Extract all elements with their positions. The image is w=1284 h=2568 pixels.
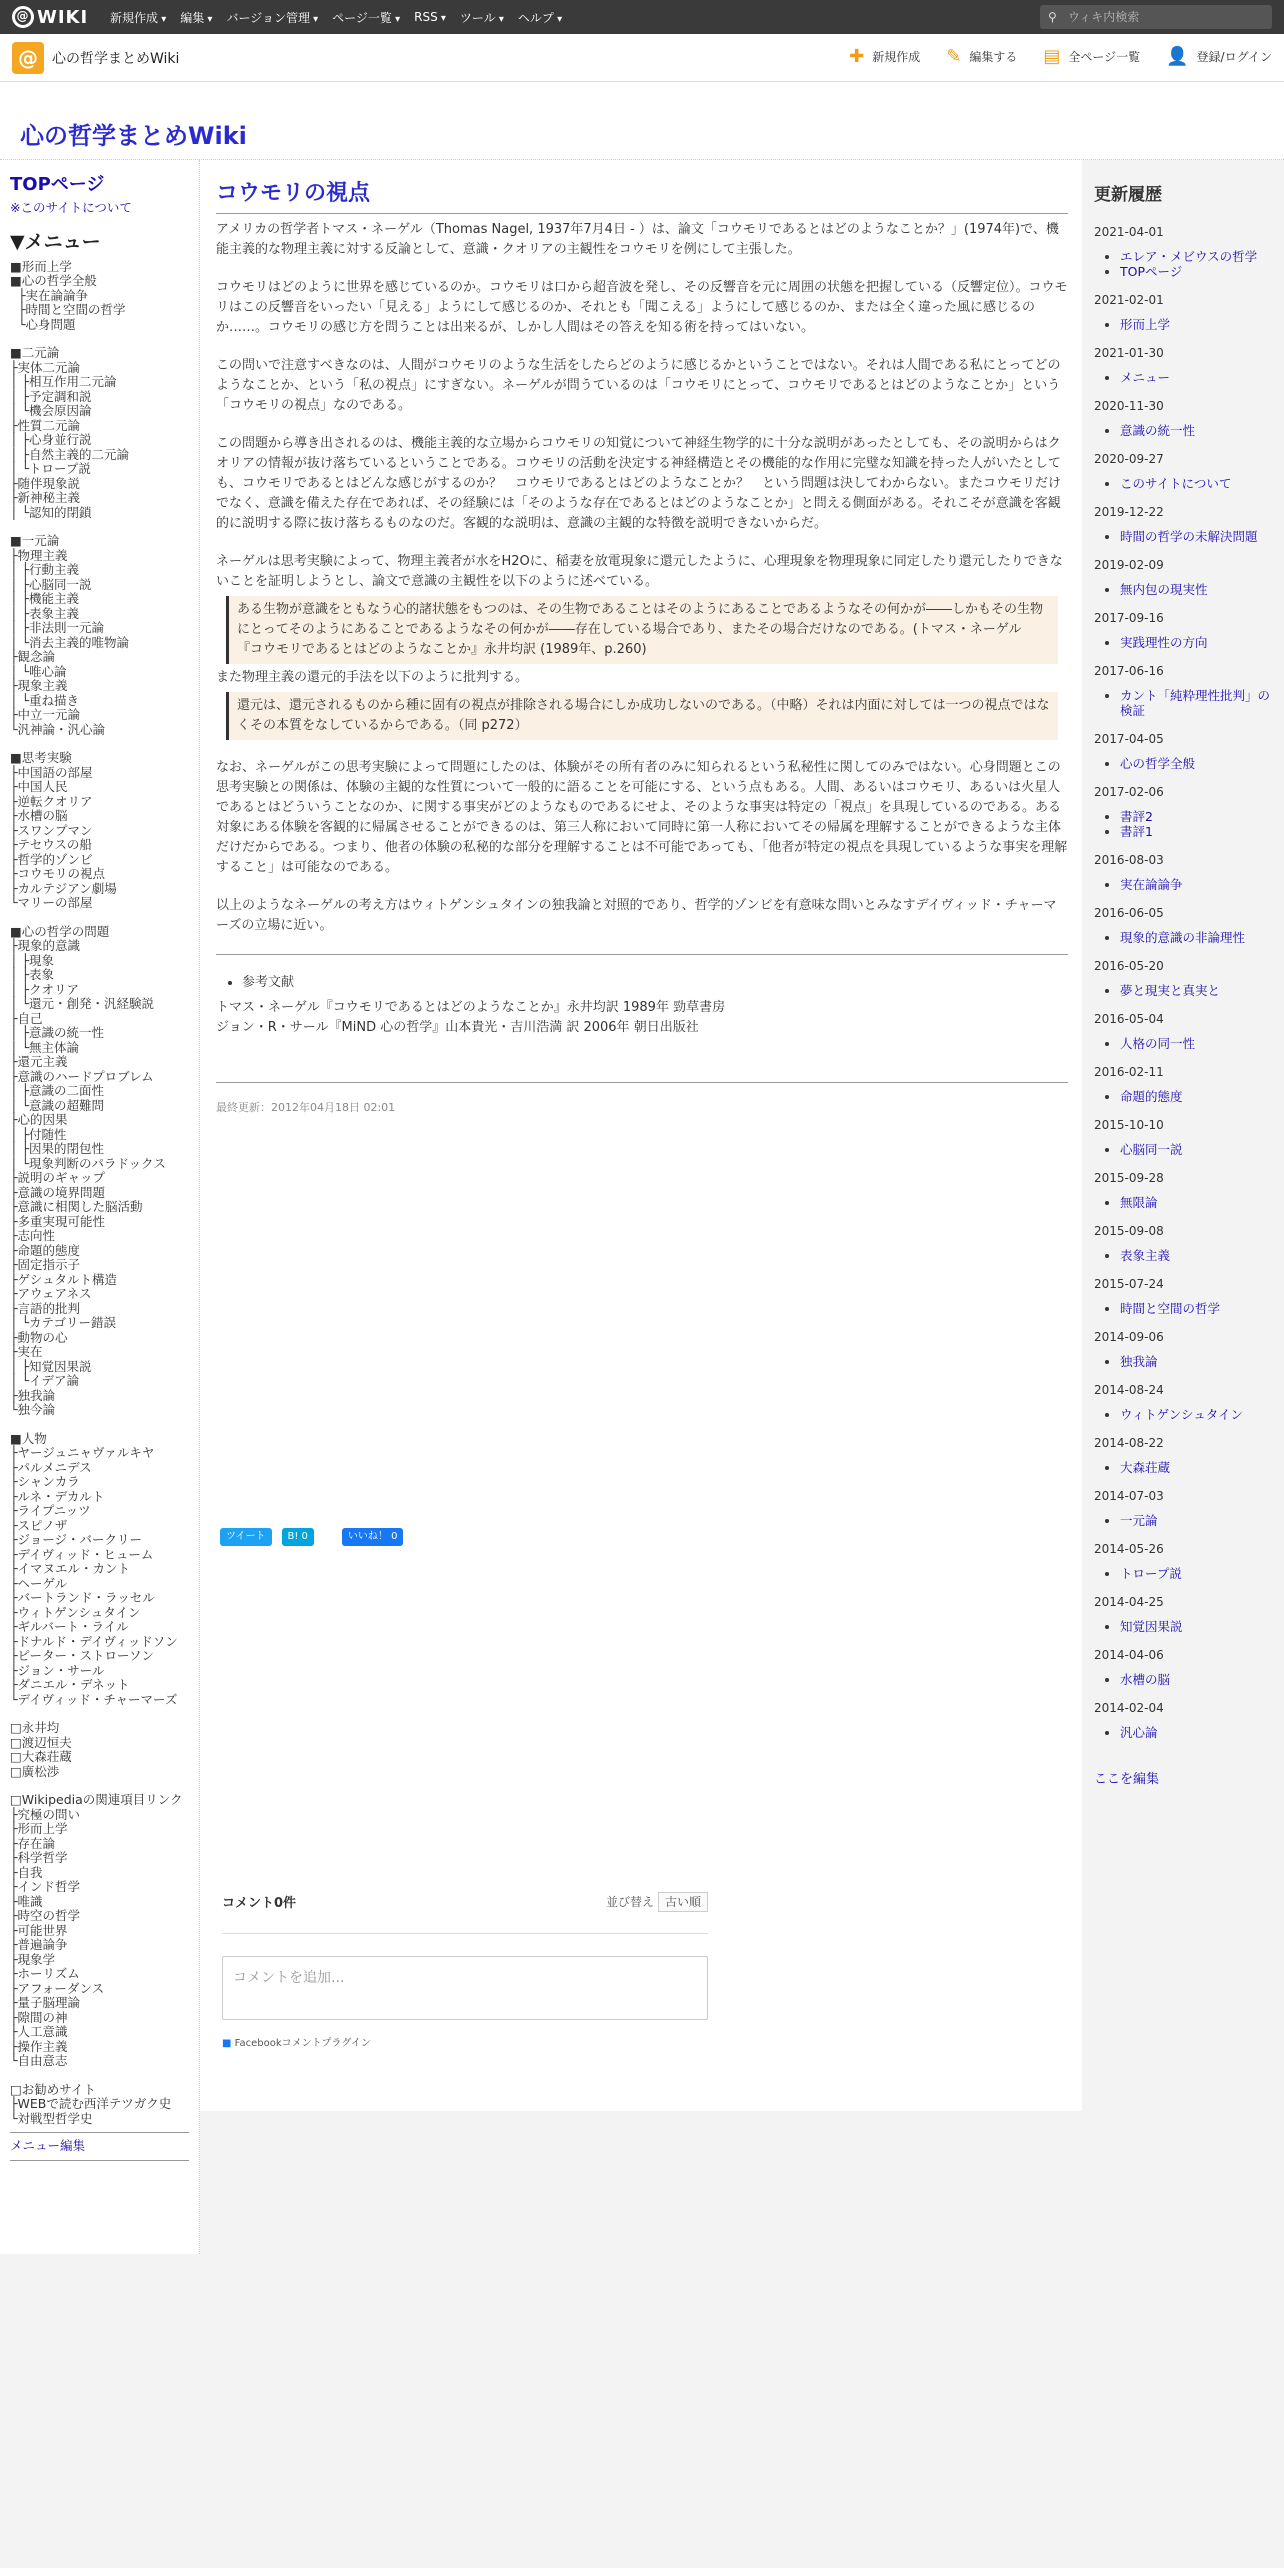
- top-nav: [110, 0, 576, 34]
- history-list: [1120, 249, 1276, 279]
- history-list: [1120, 1460, 1276, 1475]
- history-date: 2014-04-25: [1094, 1595, 1164, 1609]
- menu-block-dualism[interactable]: ■二元論 ├実体二元論 │ ├相互作用二元論 │ ├予定調和説 │ └機会原因論 ├性質二元論 │ ├心身並行説 │ ├自然主義的二元論 │ └トロープ説 ├随伴現象説 ├新神秘主義 │ └認知的閉鎖: [10, 345, 130, 520]
- main-content: [200, 160, 1082, 2111]
- wiki-logo-text: WIKI: [37, 6, 89, 28]
- history-list: [1120, 582, 1276, 597]
- document-icon: ▤: [1043, 46, 1061, 67]
- history-date: 2016-08-03: [1094, 853, 1164, 867]
- history-link[interactable]: このサイトについて: [1120, 476, 1232, 491]
- history-link[interactable]: 書評2: [1120, 809, 1153, 824]
- nav-help[interactable]: ヘルプ ▾: [518, 9, 562, 26]
- history-date: 2017-04-05: [1094, 732, 1164, 746]
- new-page-label: 新規作成: [872, 50, 921, 64]
- edit-here-link[interactable]: ここを編集: [1094, 1772, 1160, 1787]
- references: [216, 998, 1068, 1038]
- history-list: [1120, 1566, 1276, 1581]
- divider: [216, 1082, 1068, 1083]
- share-buttons: [220, 1528, 413, 1546]
- history-date: 2014-07-03: [1094, 1489, 1164, 1503]
- header-actions: [823, 46, 1272, 67]
- history-link[interactable]: 表象主義: [1120, 1248, 1171, 1263]
- history-date: 2017-02-06: [1094, 785, 1164, 799]
- history-list: [1120, 1036, 1276, 1051]
- history-date: 2021-01-30: [1094, 346, 1164, 360]
- comment-count: コメント0件: [222, 1896, 297, 1911]
- divider: [216, 954, 1068, 955]
- search-input[interactable]: [1040, 5, 1272, 29]
- sort-control: [602, 1893, 708, 1910]
- history-link[interactable]: TOPページ: [1120, 264, 1183, 279]
- history-date: 2016-05-20: [1094, 959, 1164, 973]
- paragraph: なお、ネーゲルがこの思考実験によって問題にしたのは、体験がその所有者のみに知られるという私秘性に関してのみではない。心身問題とこの思考実験との関係は、体験の主観的な性質について一般的に語ることを可能にする、という点もある。人間、あるいはコウモリ、あるいは火星人であるとはどういうことなのか、に関する事実がどのようなものであるにせよ、そのような事実は特定の「視点」を具現しているのである。ある対象にある体験を客観的に帰属させることができるのは、第三人称において同時に第一人称においてその帰属を理解することができるような主体だけだからである。つまり、他者の体験の私秘的な部分を理解することは不可能であっても、「他者が特定の視点を具現しているような事実を理解すること」は可能なのである。: [216, 760, 1068, 875]
- history-link[interactable]: メニュー: [1120, 370, 1171, 385]
- history-list: [1120, 1142, 1276, 1157]
- history-list: [1120, 1195, 1276, 1210]
- history-date: 2014-05-26: [1094, 1542, 1164, 1556]
- quote: 還元は、還元されるものから種に固有の視点が排除される場合にしか成功しないのである。（中略）それは内面に対しては一つの視点ではなくその本質をなしているからである。（同 p272）: [226, 692, 1058, 740]
- history-date: 2014-02-04: [1094, 1701, 1164, 1715]
- history-date: 2021-02-01: [1094, 293, 1164, 307]
- login-label: 登録/ログイン: [1196, 50, 1272, 64]
- article-title: コウモリの視点: [216, 176, 1068, 214]
- history-link[interactable]: 心の哲学全般: [1120, 756, 1196, 771]
- history-list: [1120, 1248, 1276, 1263]
- history-link[interactable]: 意識の統一性: [1120, 423, 1196, 438]
- title-bar: [0, 82, 1284, 160]
- history-list: [1120, 529, 1276, 544]
- update-history: [1094, 225, 1276, 1740]
- history-date: 2016-02-11: [1094, 1065, 1164, 1079]
- divider: [10, 2132, 189, 2133]
- edit-label: 編集する: [969, 50, 1018, 64]
- edit-button[interactable]: [946, 46, 1017, 67]
- history-list: [1120, 1407, 1276, 1422]
- comment-input[interactable]: コメントを追加...: [222, 1956, 708, 2020]
- history-list: [1120, 809, 1276, 839]
- history-link[interactable]: 実在論論争: [1120, 877, 1183, 892]
- last-updated: 最終更新：2012年04月18日 02:01: [216, 1101, 396, 1114]
- history-link[interactable]: 書評1: [1120, 824, 1153, 839]
- history-date: 2015-10-10: [1094, 1118, 1164, 1132]
- reference-heading: • 参考文献: [242, 971, 1068, 990]
- history-date: 2019-02-09: [1094, 558, 1164, 572]
- history-link[interactable]: 実践理性の方向: [1120, 635, 1208, 650]
- history-link[interactable]: 汎心論: [1120, 1725, 1158, 1740]
- history-list: [1120, 370, 1276, 385]
- facebook-plugin[interactable]: [222, 2034, 708, 2049]
- sort-label: 並び替え: [605, 1895, 654, 1909]
- paragraph: アメリカの哲学者トマス・ネーゲル（Thomas Nagel, 1937年7月4日 - ）は、論文「コウモリであるとはどのようなことか？」(1974年)で、機能主義的な物理主義に対する反論として、意識・クオリアの主観性をコウモリを例にして主張した。: [216, 222, 1059, 257]
- history-date: 2016-05-04: [1094, 1012, 1164, 1026]
- nav-rss[interactable]: RSS ▾: [414, 10, 446, 24]
- menu-block-monism[interactable]: ■一元論 ├物理主義 │ ├行動主義 │ ├心脳同一説 │ ├機能主義 │ ├表象主義 │ ├非法則一元論 │ └消去主義的唯物論 ├観念論 │ └唯心論 ├現象主義 │ └重ね描き ├中立一元論 └汎神論・汎心論: [10, 533, 130, 737]
- history-list: [1120, 983, 1276, 998]
- history-link[interactable]: 時間と空間の哲学: [1120, 1301, 1221, 1316]
- at-logo-icon: @: [12, 6, 34, 28]
- paragraph: コウモリはどのように世界を感じているのか。コウモリは口から超音波を発し、その反響音を元に周囲の状態を把握している（反響定位）。コウモリはこの反響音をいったい「見える」ようにして感じるのか、それとも「聞こえる」ようにして感じるのか、または全く違った風に感じるのか……。コウモリの感じ方を問うことは出来るが、しかし人間はその答えを知る術を持ってはいない。: [216, 280, 1068, 335]
- history-date: 2021-04-01: [1094, 225, 1164, 239]
- menu-block-metaphysics[interactable]: ■形而上学 ■心の哲学全般 ├実在論論争 ├時間と空間の哲学 └心身問題: [10, 258, 126, 332]
- menu-block-problems[interactable]: ■心の哲学の問題 ├現象的意識 │ ├現象 │ ├表象 │ ├クオリア │ └還元・創発・汎経験説 ├自己 │ ├意識の統一性 │ └無主体論 ├還元主義 ├意識のハードプロブレム │ ├意識の二面性 │ └意識の超難問 ├心的因果 │ ├付随性 │ ├因果的閉包性 │ └現象判断のパラドックス ├説明のギャップ ├意識の境界問題 ├意識に相関した脳活動 ├多重実現可能性 ├志向性 ├命題的態度 ├固定指示子 ├ゲシュタルト構造 ├アウェアネス ├言語的批判 │ └カテゴリー錯誤 ├動物の心 ├実在 │ ├知覚因果説 │ └イデア論 ├独我論 └独今論: [10, 923, 166, 1417]
- login-button[interactable]: [1166, 46, 1272, 67]
- right-sidebar: [1082, 160, 1284, 2254]
- nav-version[interactable]: バージョン管理 ▾: [226, 9, 318, 26]
- reference-item: ジョン・R・サール『MiND 心の哲学』山本貴光・吉川浩満 訳 2006年 朝日出版社: [216, 1020, 699, 1035]
- history-link[interactable]: 知覚因果説: [1120, 1619, 1183, 1634]
- history-link[interactable]: 無限論: [1120, 1195, 1158, 1210]
- nav-pages[interactable]: ページ一覧 ▾: [332, 9, 400, 26]
- history-link[interactable]: 夢と現実と真実と: [1120, 983, 1221, 998]
- history-list: [1120, 423, 1276, 438]
- menu-block-japanese[interactable]: □永井均 □渡辺恒夫 □大森荘蔵 □廣松渉: [10, 1720, 72, 1779]
- history-list: [1120, 688, 1276, 718]
- top-toolbar: [0, 0, 1284, 34]
- history-list: [1120, 1089, 1276, 1104]
- divider: [10, 2160, 189, 2161]
- plus-icon: ✚: [849, 46, 865, 67]
- paragraph: 以上のようなネーゲルの考え方はウィトゲンシュタインの独我論と対照的であり、哲学的ゾンビを有意味な問いとみなすデイヴィッド・チャーマーズの立場に近い。: [216, 898, 1057, 933]
- user-add-icon: 👤: [1166, 46, 1189, 67]
- sort-select[interactable]: 古い順: [658, 1892, 708, 1912]
- paragraph: ネーゲルは思考実験によって、物理主義者が水をH2Oに、稲妻を放電現象に還元したように、心理現象を物理現象に同定したり還元したりできないことを証明しようとし、論文で意識の主観性を以下のように述べている。: [216, 554, 1063, 589]
- facebook-icon: ■: [222, 2038, 232, 2049]
- history-list: [1120, 756, 1276, 771]
- history-list: [1120, 1354, 1276, 1369]
- plugin-label: Facebookコメントプラグイン: [234, 2038, 371, 2049]
- menu-edit-link[interactable]: メニュー編集: [10, 2138, 86, 2153]
- history-link[interactable]: 水槽の脳: [1120, 1672, 1171, 1687]
- tweet-button[interactable]: ツイート: [220, 1528, 272, 1546]
- history-link[interactable]: 人格の同一性: [1120, 1036, 1196, 1051]
- history-date: 2014-04-06: [1094, 1648, 1164, 1662]
- site-name[interactable]: 心の哲学まとめWiki: [52, 51, 180, 67]
- history-list: [1120, 1672, 1276, 1687]
- history-list: [1120, 1301, 1276, 1316]
- all-pages-label: 全ページ一覧: [1068, 50, 1141, 64]
- history-date: 2019-12-22: [1094, 505, 1164, 519]
- history-date: 2014-08-24: [1094, 1383, 1164, 1397]
- history-date: 2014-08-22: [1094, 1436, 1164, 1450]
- history-link[interactable]: 独我論: [1120, 1354, 1158, 1369]
- menu-block-wikipedia[interactable]: □Wikipediaの関連項目リンク ├究極の問い ├形而上学 ├存在論 ├科学哲学 ├自我 ├インド哲学 ├唯識 ├時空の哲学 ├可能世界 ├普遍論争 ├現象学 ├ホーリズム ├アフォーダンス ├量子脳理論 ├隙間の神 ├人工意識 ├操作主義 └自由意志: [10, 1792, 183, 2068]
- history-date: 2017-06-16: [1094, 664, 1164, 678]
- quote: ある生物が意識をともなう心的諸状態をもつのは、その生物であることはそのようにあることであるようなその何かが――しかもその生物にとってそのようにあることであるようなその何かが――存在している場合であり、またその場合だけなのである。(トマス・ネーゲル 『コウモリであるとはどのようなことか』永井均訳 (1989年、p.260): [226, 596, 1058, 664]
- history-link[interactable]: エレア・メビウスの哲学: [1120, 249, 1258, 264]
- menu-heading: ▼メニュー: [10, 231, 101, 253]
- comments-section: [222, 1892, 708, 2049]
- new-page-button[interactable]: [849, 46, 920, 67]
- history-link[interactable]: 時間の哲学の未解決問題: [1120, 529, 1258, 544]
- history-date: 2015-07-24: [1094, 1277, 1164, 1291]
- history-date: 2015-09-28: [1094, 1171, 1164, 1185]
- reference-item: トマス・ネーゲル『コウモリであるとはどのようなことか』永井均訳 1989年 勁草書房: [216, 1000, 726, 1015]
- history-link[interactable]: 心脳同一説: [1120, 1142, 1183, 1157]
- history-list: [1120, 635, 1276, 650]
- history-link[interactable]: 命題的態度: [1120, 1089, 1183, 1104]
- pencil-icon: ✎: [946, 46, 962, 67]
- history-list: [1120, 877, 1276, 892]
- paragraph: また物理主義の還元的手法を以下のように批判する。: [216, 670, 529, 685]
- top-page-link[interactable]: TOPページ: [10, 174, 105, 195]
- about-link[interactable]: ※このサイトについて: [10, 199, 132, 215]
- all-pages-button[interactable]: [1043, 46, 1140, 67]
- nav-tools[interactable]: ツール ▾: [460, 9, 504, 26]
- page-title[interactable]: 心の哲学まとめWiki: [20, 122, 247, 150]
- history-link[interactable]: ウィトゲンシュタイン: [1120, 1407, 1243, 1422]
- paragraph: この問いで注意すべきなのは、人間がコウモリのような生活をしたらどのように感じるかということではない。それは人間である私にとってどのようなことか、という「私の視点」にすぎない。ネーゲルが問うているのは「コウモリにとって、コウモリであるとはどのようなことか」という「コウモリの視点」なのである。: [216, 358, 1061, 413]
- history-date: 2015-09-08: [1094, 1224, 1164, 1238]
- history-list: [1120, 476, 1276, 491]
- history-list: [1120, 1725, 1276, 1740]
- reference-list: [242, 971, 1068, 990]
- history-list: [1120, 930, 1276, 945]
- hatena-button[interactable]: B! 0: [282, 1528, 314, 1546]
- history-date: 2020-11-30: [1094, 399, 1164, 413]
- search-placeholder: ウィキ内検索: [1068, 10, 1140, 24]
- nav-edit[interactable]: 編集 ▾: [180, 9, 212, 26]
- menu-block-people[interactable]: ■人物 ├ヤージュニャヴァルキヤ ├パルメニデス ├シャンカラ ├ルネ・デカルト ├ライプニッツ ├スピノザ ├ジョージ・バークリー ├デイヴィッド・ヒューム ├イマヌエル・カント ├ヘーゲル ├バートランド・ラッセル ├ウィトゲンシュタイン ├ギルバート・ライル ├ドナルド・デイヴィッドソン ├ピーター・ストローソン ├ジョン・サール ├ダニエル・デネット └デイヴィッド・チャーマーズ: [10, 1430, 178, 1707]
- history-link[interactable]: 一元論: [1120, 1513, 1158, 1528]
- comments-header: [222, 1892, 708, 1934]
- history-list: [1120, 317, 1276, 332]
- menu-block-recommended[interactable]: □お勧めサイト ├WEBで読む西洋テツガク史 └対戦型哲学史: [10, 2081, 172, 2126]
- like-button[interactable]: いいね！ 0: [342, 1528, 404, 1546]
- site-logo-icon[interactable]: @: [12, 42, 44, 74]
- history-date: 2017-09-16: [1094, 611, 1164, 625]
- search-icon: ⚲: [1048, 10, 1057, 24]
- recent-updates-title: 更新履歴: [1094, 185, 1162, 205]
- history-link[interactable]: 無内包の現実性: [1120, 582, 1208, 597]
- history-list: [1120, 1513, 1276, 1528]
- menu-block-thought-experiments[interactable]: ■思考実験 ├中国語の部屋 ├中国人民 ├逆転クオリア ├水槽の脳 ├スワンプマン ├テセウスの船 ├哲学的ゾンビ ├コウモリの視点 ├カルテジアン劇場 └マリーの部屋: [10, 750, 117, 910]
- history-link[interactable]: トロープ説: [1120, 1566, 1182, 1581]
- left-sidebar: [0, 160, 200, 2254]
- history-link[interactable]: 大森荘蔵: [1120, 1460, 1171, 1475]
- nav-new[interactable]: 新規作成 ▾: [110, 9, 166, 26]
- site-header: [0, 34, 1284, 82]
- history-link[interactable]: 形而上学: [1120, 317, 1171, 332]
- paragraph: この問題から導き出されるのは、機能主義的な立場からコウモリの知覚について神経生物学的に十分な説明があったとしても、その説明からはクオリアの情報が抜け落ちているということである。コウモリの活動を決定する神経構造とその機能的な作用に完璧な知識を持った人がいたとしても、コウモリであるとはどんな感じがするのか？ コウモリであるとはどのようなことか？ という問題は決してわからない。またコウモリだけでなく、意識を備えた存在であれば、その経験には「そのような存在であるとはどのようなことか」と問える側面がある。それこそが意識を客観的に説明する際に抜け落ちるものなのだ。客観的な説明は、意識の主観的な特徴を説明できないからだ。: [216, 436, 1062, 531]
- history-link[interactable]: カント「純粋理性批判」の検証: [1120, 688, 1271, 718]
- history-date: 2014-09-06: [1094, 1330, 1164, 1344]
- wiki-logo[interactable]: [12, 5, 88, 29]
- history-link[interactable]: 現象的意識の非論理性: [1120, 930, 1246, 945]
- history-date: 2020-09-27: [1094, 452, 1164, 466]
- history-date: 2016-06-05: [1094, 906, 1164, 920]
- history-list: [1120, 1619, 1276, 1634]
